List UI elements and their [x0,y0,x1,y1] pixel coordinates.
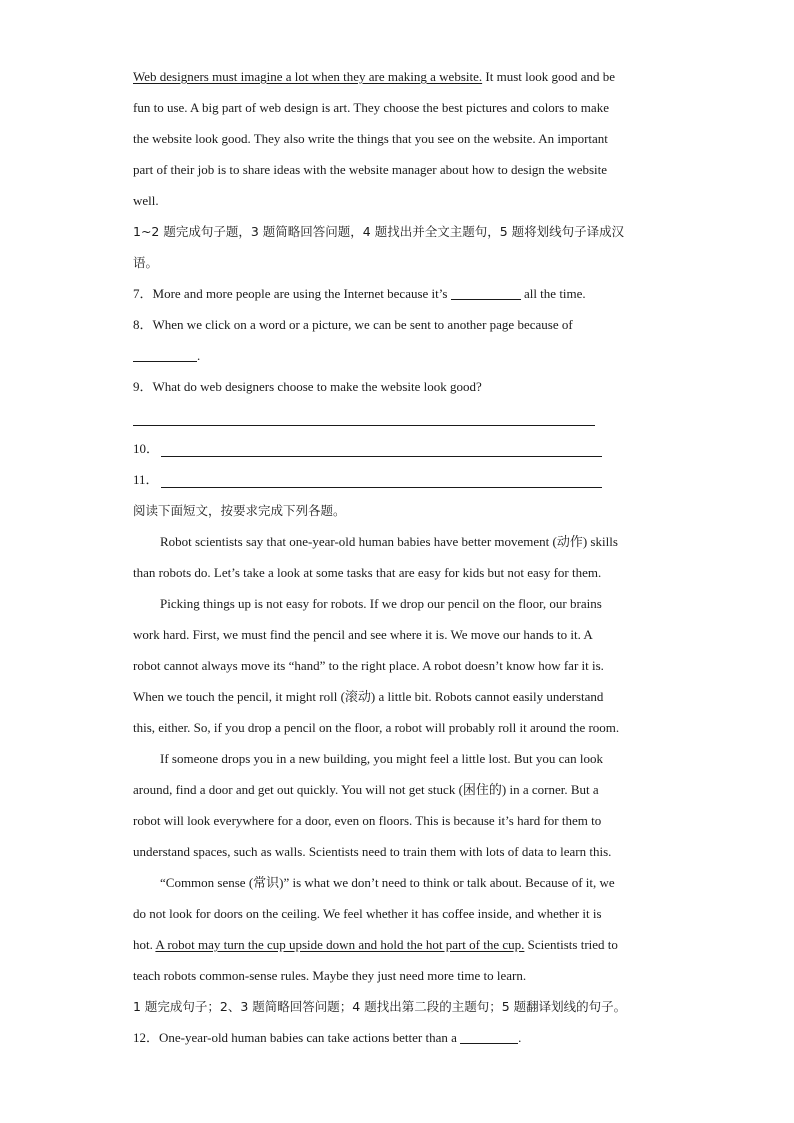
question-9 [133,371,663,402]
question-number: 7． [133,286,153,301]
instruction-2: 阅读下面短文，按要求完成下列各题。 [133,503,346,518]
passage2-p4-line-1: “Common sense (常识)” is what we don’t need to think or talk about. Because of it, we [160,875,615,890]
question-text: . [197,348,201,363]
underlined-sentence: Web designers must imagine a lot when they are making a website. [133,69,483,84]
passage2-p3-line-1: If someone drops you in a new building, you might feel a little lost. But you can look [160,751,604,766]
passage2-p3-line-4: understand spaces, such as walls. Scientists need to train them with lots of data to learn this. [133,844,612,859]
question-number: 12． [133,1030,160,1045]
passage2-p2-line-2: work hard. First, we must find the pencil and see where it is. We move our hands to it. A [133,627,593,642]
question-text: all the time. [520,286,586,301]
answer-line[interactable] [161,472,602,488]
passage1-line-5: well. [133,193,159,208]
question-9-answer-line [133,402,663,433]
question-number: 10． [133,441,160,456]
passage2-p2-line-3: robot cannot always move its “hand” to the right place. A robot doesn’t know how far it is. [133,658,604,673]
question-number: 8． [133,317,153,332]
answer-blank[interactable] [460,1030,518,1044]
passage2-p4-line-2: do not look for doors on the ceiling. We feel whether it has coffee inside, and whether it is [133,906,602,921]
question-7 [133,278,663,309]
passage1-text: It must look good and be [482,69,616,84]
document-page [133,61,663,1053]
passage2-p2-line-5: this, either. So, if you drop a pencil on the floor, a robot will probably roll it around the room. [133,720,620,735]
passage2-p3-line-3: robot will look everywhere for a door, even on floors. This is because it’s hard for them to [133,813,602,828]
question-number: 11． [133,472,159,487]
question-text: . [518,1030,522,1045]
question-text: One-year-old human babies can take actions better than a [159,1030,461,1045]
underlined-sentence: A robot may turn the cup upside down and hold the hot part of the cup. [155,937,525,952]
answer-blank[interactable] [133,348,197,362]
instruction-3: 1 题完成句子；2、3 题简略回答问题；4 题找出第二段的主题句；5 题翻译划线的句子。 [133,999,627,1014]
question-text: What do web designers choose to make the website look good? [152,379,482,394]
instruction-1-line-2: 语。 [133,255,159,270]
passage2-p4-line-4: teach robots common-sense rules. Maybe they just need more time to learn. [133,968,527,983]
question-text: More and more people are using the Internet because it’s [152,286,451,301]
answer-line[interactable] [133,410,595,426]
question-10 [133,433,663,464]
passage2-p2-line-1: Picking things up is not easy for robots. If we drop our pencil on the floor, our brains [160,596,602,611]
passage1-line-1 [133,61,663,92]
question-number: 9． [133,379,153,394]
passage2-text: hot. [133,937,156,952]
passage2-p2-line-4: When we touch the pencil, it might roll (滚动) a little bit. Robots cannot easily understand [133,689,604,704]
question-12 [133,1022,663,1053]
question-8-answer-line [133,340,663,371]
passage2-text: Scientists tried to [524,937,618,952]
question-text: When we click on a word or a picture, we can be sent to another page because of [152,317,573,332]
passage2-p1-line-1: Robot scientists say that one-year-old human babies have better movement (动作) skills [160,534,618,549]
passage2-p3-line-2: around, find a door and get out quickly. You will not get stuck (困住的) in a corner. But a [133,782,599,797]
passage1-line-3: the website look good. They also write the things that you see on the website. An important [133,131,608,146]
passage1-line-2: fun to use. A big part of web design is art. They choose the best pictures and colors to make [133,100,609,115]
instruction-1-line-1: 1~2 题完成句子题，3 题简略回答问题，4 题找出并全文主题句，5 题将划线句子译成汉 [133,224,625,239]
passage2-p1-line-2: than robots do. Let’s take a look at some tasks that are easy for kids but not easy for them. [133,565,602,580]
answer-line[interactable] [161,441,602,457]
passage2-p4-line-3 [133,929,663,960]
passage1-line-4: part of their job is to share ideas with the website manager about how to design the website [133,162,608,177]
question-11 [133,464,663,495]
answer-blank[interactable] [451,286,521,300]
question-8 [133,309,663,340]
